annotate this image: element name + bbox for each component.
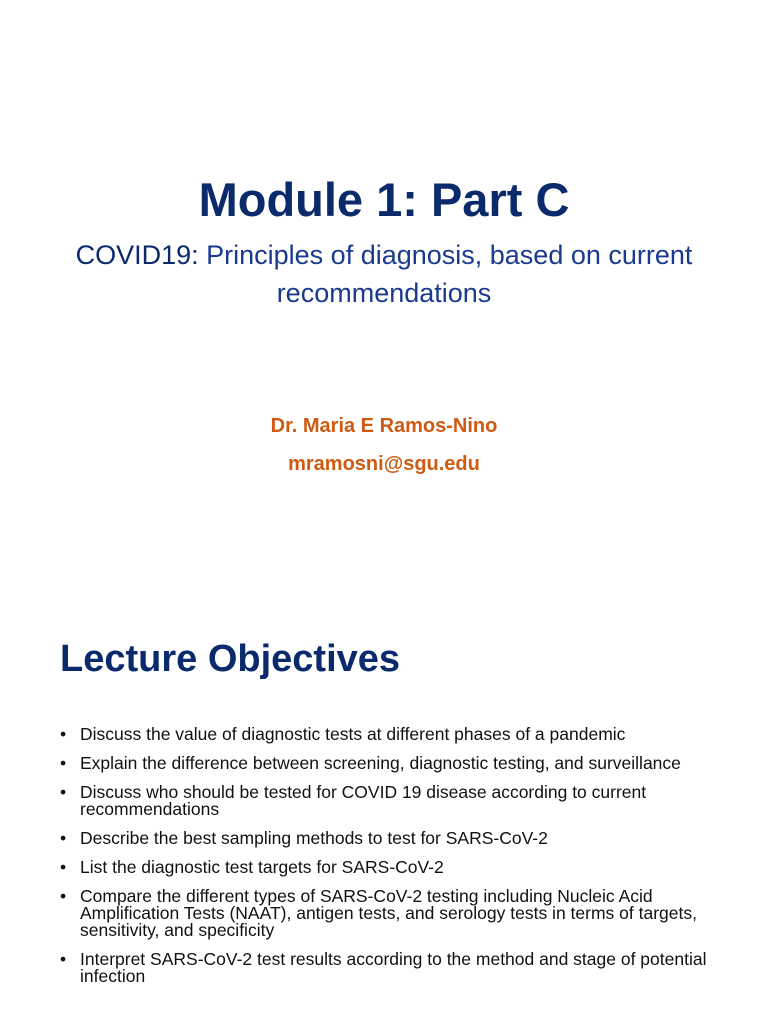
- objective-item: • Compare the different types of SARS-CoV-2 testing including Nucleic Acid Amplification Tests (NAAT), antigen tests, and serology tests in terms of targets, sensitivity, and specificity: [58, 888, 718, 939]
- subtitle-lead: COVID19:: [75, 240, 199, 270]
- objectives-slide: [0, 600, 768, 1024]
- objectives-heading: Lecture Objectives: [60, 638, 401, 680]
- objective-item: • List the diagnostic test targets for SARS-CoV-2: [58, 859, 718, 876]
- subtitle-rest: Principles of diagnosis, based on current recommendations: [198, 240, 693, 308]
- objective-item: • Explain the difference between screening, diagnostic testing, and surveillance: [58, 755, 718, 772]
- objectives-list: [58, 726, 718, 997]
- objective-item: • Describe the best sampling methods to test for SARS-CoV-2: [58, 830, 718, 847]
- objective-item: • Discuss the value of diagnostic tests at different phases of a pandemic: [58, 726, 718, 743]
- objective-item: • Discuss who should be tested for COVID 19 disease according to current recommendations: [58, 784, 718, 818]
- author-email: mramosni@sgu.edu: [288, 453, 480, 475]
- slide-subtitle: [60, 236, 708, 312]
- objective-item: • Interpret SARS-CoV-2 test results according to the method and stage of potential infection: [58, 951, 718, 985]
- slide-title: Module 1: Part C: [198, 173, 570, 226]
- author-name: Dr. Maria E Ramos-Nino: [270, 415, 498, 437]
